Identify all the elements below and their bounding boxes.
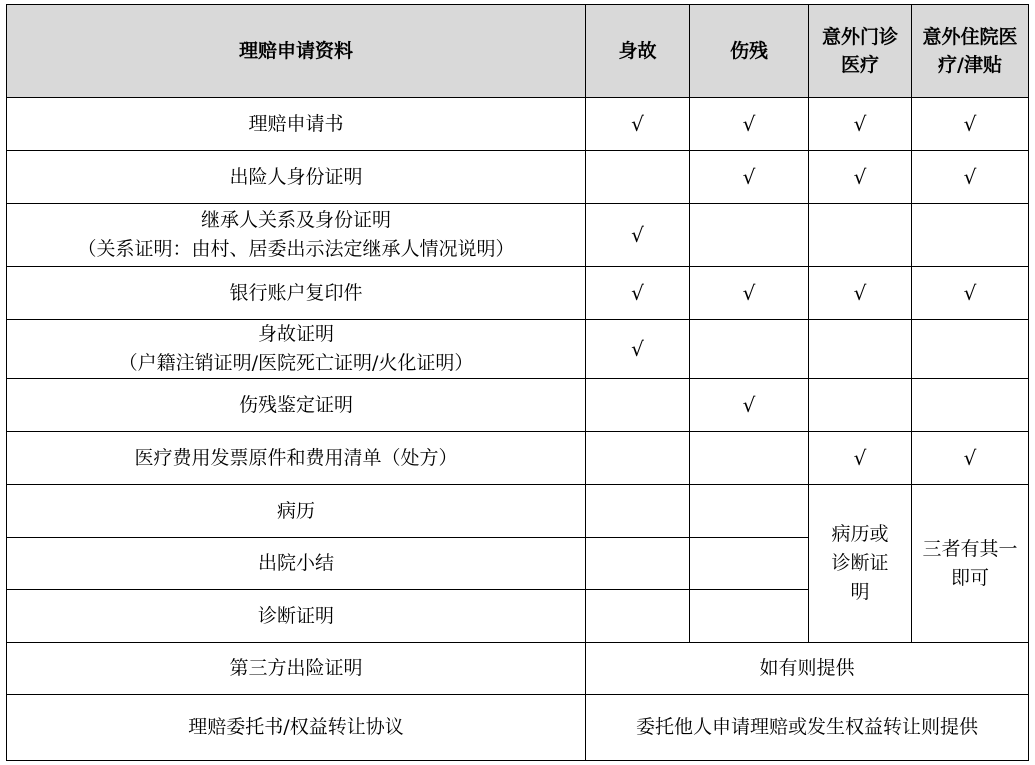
row-label: 银行账户复印件 (7, 267, 586, 320)
row-label: 医疗费用发票原件和费用清单（处方） (7, 432, 586, 485)
header-death: 身故 (586, 5, 690, 98)
empty-cell (690, 485, 809, 538)
row-label: 出院小结 (7, 538, 586, 590)
empty-cell (690, 432, 809, 485)
table-row (7, 485, 1029, 538)
header-material: 理赔申请资料 (7, 5, 586, 98)
row-label: 理赔委托书/权益转让协议 (7, 695, 586, 761)
check-mark: √ (690, 98, 809, 151)
empty-cell (586, 379, 690, 432)
check-mark: √ (586, 204, 690, 267)
row-label: 伤残鉴定证明 (7, 379, 586, 432)
empty-cell (912, 379, 1029, 432)
empty-cell (586, 590, 690, 643)
check-mark: √ (690, 267, 809, 320)
check-mark: √ (912, 432, 1029, 485)
check-mark: √ (690, 151, 809, 204)
table-row (7, 98, 1029, 151)
table-row (7, 695, 1029, 761)
empty-cell (586, 151, 690, 204)
empty-cell (586, 538, 690, 590)
check-mark: √ (912, 267, 1029, 320)
row-label: 出险人身份证明 (7, 151, 586, 204)
check-mark: √ (690, 379, 809, 432)
table-row (7, 379, 1029, 432)
empty-cell (912, 204, 1029, 267)
claim-materials-table (6, 4, 1029, 761)
empty-cell (690, 590, 809, 643)
check-mark: √ (586, 320, 690, 379)
check-mark: √ (809, 151, 912, 204)
check-mark: √ (912, 151, 1029, 204)
table-row (7, 267, 1029, 320)
table-row (7, 432, 1029, 485)
row-note: （关系证明：由村、居委出示法定继承人情况说明） (77, 238, 515, 260)
check-mark: √ (586, 98, 690, 151)
outpatient-docs-cell (809, 485, 912, 643)
header-outpatient: 意外门诊医疗 (809, 5, 912, 98)
row-label: 病历 (7, 485, 586, 538)
check-mark: √ (586, 267, 690, 320)
header-disability: 伤残 (690, 5, 809, 98)
row-title: 身故证明 (257, 323, 334, 345)
row-label (7, 320, 586, 379)
check-mark: √ (809, 98, 912, 151)
outpatient-docs-text: 病历或诊断证明 (831, 523, 889, 603)
header-row (7, 5, 1029, 98)
check-mark: √ (809, 432, 912, 485)
table-row (7, 151, 1029, 204)
empty-cell (809, 320, 912, 379)
row-label: 诊断证明 (7, 590, 586, 643)
empty-cell (912, 320, 1029, 379)
inpatient-docs-cell (912, 485, 1029, 643)
empty-cell (690, 204, 809, 267)
row-label (7, 204, 586, 267)
row-label: 第三方出险证明 (7, 643, 586, 695)
table-row (7, 320, 1029, 379)
row-title: 继承人关系及身份证明 (200, 209, 391, 231)
empty-cell (586, 485, 690, 538)
empty-cell (809, 204, 912, 267)
empty-cell (809, 379, 912, 432)
check-mark: √ (809, 267, 912, 320)
row-label: 理赔申请书 (7, 98, 586, 151)
empty-cell (690, 538, 809, 590)
proxy-note: 委托他人申请理赔或发生权益转让则提供 (586, 695, 1029, 761)
check-mark: √ (912, 98, 1029, 151)
empty-cell (586, 432, 690, 485)
header-inpatient: 意外住院医疗/津贴 (912, 5, 1029, 98)
third-party-note: 如有则提供 (586, 643, 1029, 695)
inpatient-docs-text: 三者有其一即可 (922, 537, 1018, 589)
table-row (7, 204, 1029, 267)
empty-cell (690, 320, 809, 379)
table-row (7, 643, 1029, 695)
row-note: （户籍注销证明/医院死亡证明/火化证明） (118, 352, 474, 374)
